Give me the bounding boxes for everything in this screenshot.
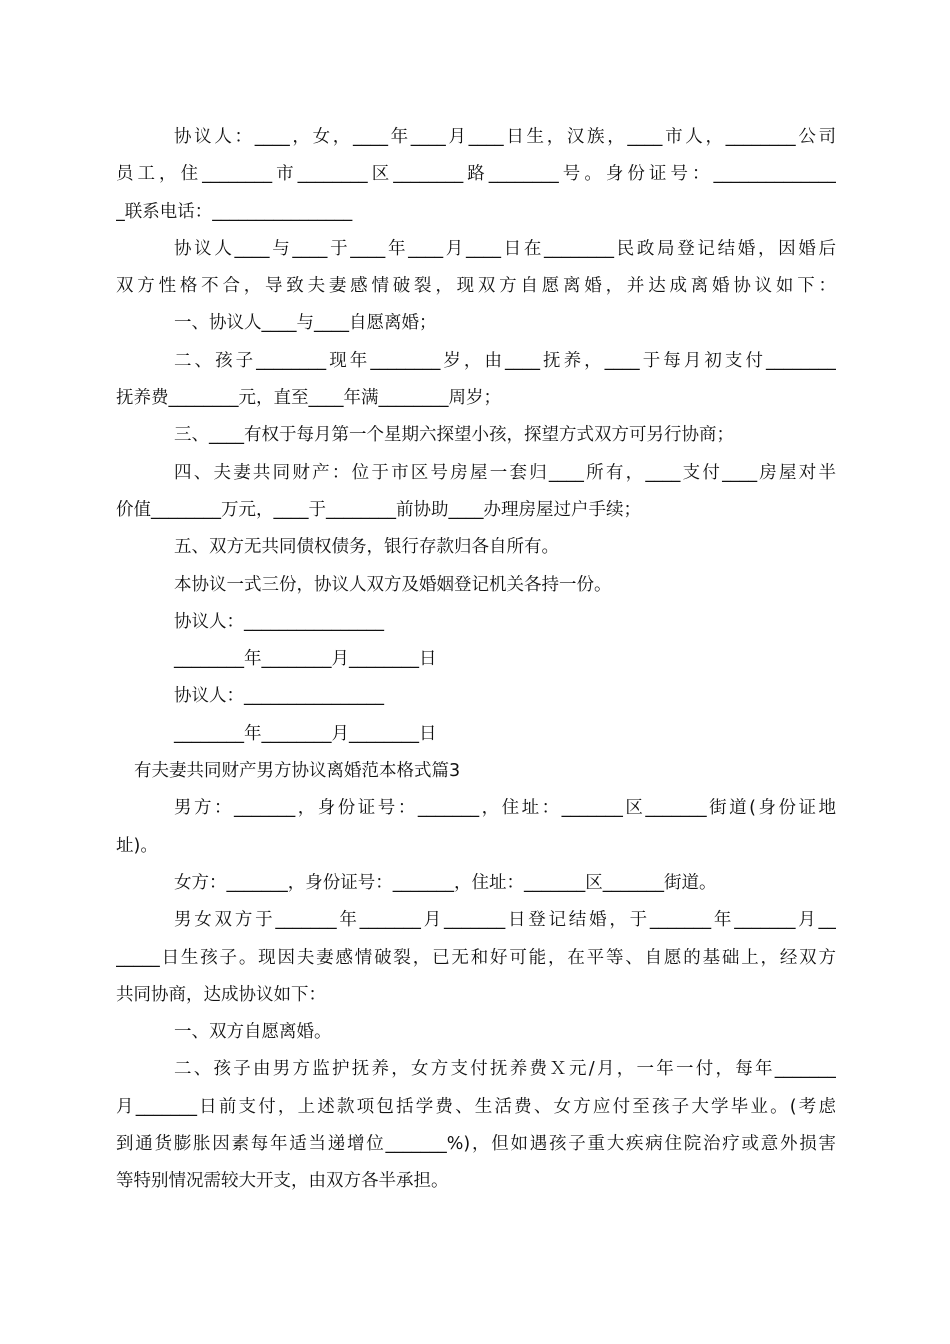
text-line: 协议人：____，女，____年____月____日生，汉族，____市人，________公司 <box>174 127 836 147</box>
text-line: 一、双方自愿离婚。 <box>174 1022 332 1043</box>
text-line: 双方性格不合，导致夫妻感情破裂，现双方自愿离婚，并达成离婚协议如下： <box>116 276 836 297</box>
text-line: 五、双方无共同债权债务，银行存款归各自所有。 <box>174 537 559 558</box>
signature-line: 协议人：________________ <box>174 686 384 707</box>
text-line: 址)。 <box>116 835 158 856</box>
text-line: 月_______日前支付，上述款项包括学费、生活费、女方应付至孩子大学毕业。(考虑 <box>116 1096 836 1117</box>
text-line: 女方：_______，身份证号：_______，住址：_______区_______街道。 <box>174 872 717 893</box>
text-line: 抚养费________元，直至____年满________周岁； <box>116 388 501 409</box>
section-heading: 有夫妻共同财产男方协议离婚范本格式篇3 <box>134 761 461 782</box>
text-line: 四、夫妻共同财产：位于市区号房屋一套归____所有，____支付____房屋对半 <box>174 462 836 483</box>
text-line: _联系电话：________________ <box>116 201 353 222</box>
text-line: 男女双方于_______年_______月_______日登记结婚，于_______年_______月__ <box>174 910 836 931</box>
text-line: 共同协商，达成协议如下： <box>116 984 326 1005</box>
signature-line: 协议人：________________ <box>174 611 384 632</box>
text-line: 二、孩子由男方监护抚养，女方支付抚养费Ｘ元/月，一年一付，每年_______ <box>174 1059 836 1080</box>
text-line: 男方：_______，身份证号：_______，住址：_______区_______街道(身份证地 <box>174 798 836 819</box>
text-line: 到通货膨胀因素每年适当递增位_______%)，但如遇孩子重大疾病住院治疗或意外损害 <box>116 1134 836 1155</box>
text-line: 价值________万元，____于________前协助____办理房屋过户手续； <box>116 499 641 520</box>
text-line: 员工，住________市________区________路________号。身份证号：______________ <box>116 164 836 185</box>
text-line: 等特别情况需较大开支，由双方各半承担。 <box>116 1171 449 1192</box>
document-body <box>116 119 836 1201</box>
text-line: 协议人____与____于____年____月____日在________民政局登记结婚，因婚后 <box>174 238 836 259</box>
date-line: ________年________月________日 <box>174 723 437 744</box>
date-line: ________年________月________日 <box>174 649 437 670</box>
text-line: 一、协议人____与____自愿离婚； <box>174 313 437 334</box>
text-line: _____日生孩子。现因夫妻感情破裂，已无和好可能，在平等、自愿的基础上，经双方 <box>116 947 836 968</box>
text-line: 二、孩子________现年________岁，由____抚养，____于每月初支付________ <box>174 350 836 371</box>
text-line: 本协议一式三份，协议人双方及婚姻登记机关各持一份。 <box>174 574 612 595</box>
text-line: 三、____有权于每月第一个星期六探望小孩，探望方式双方可另行协商； <box>174 425 734 446</box>
